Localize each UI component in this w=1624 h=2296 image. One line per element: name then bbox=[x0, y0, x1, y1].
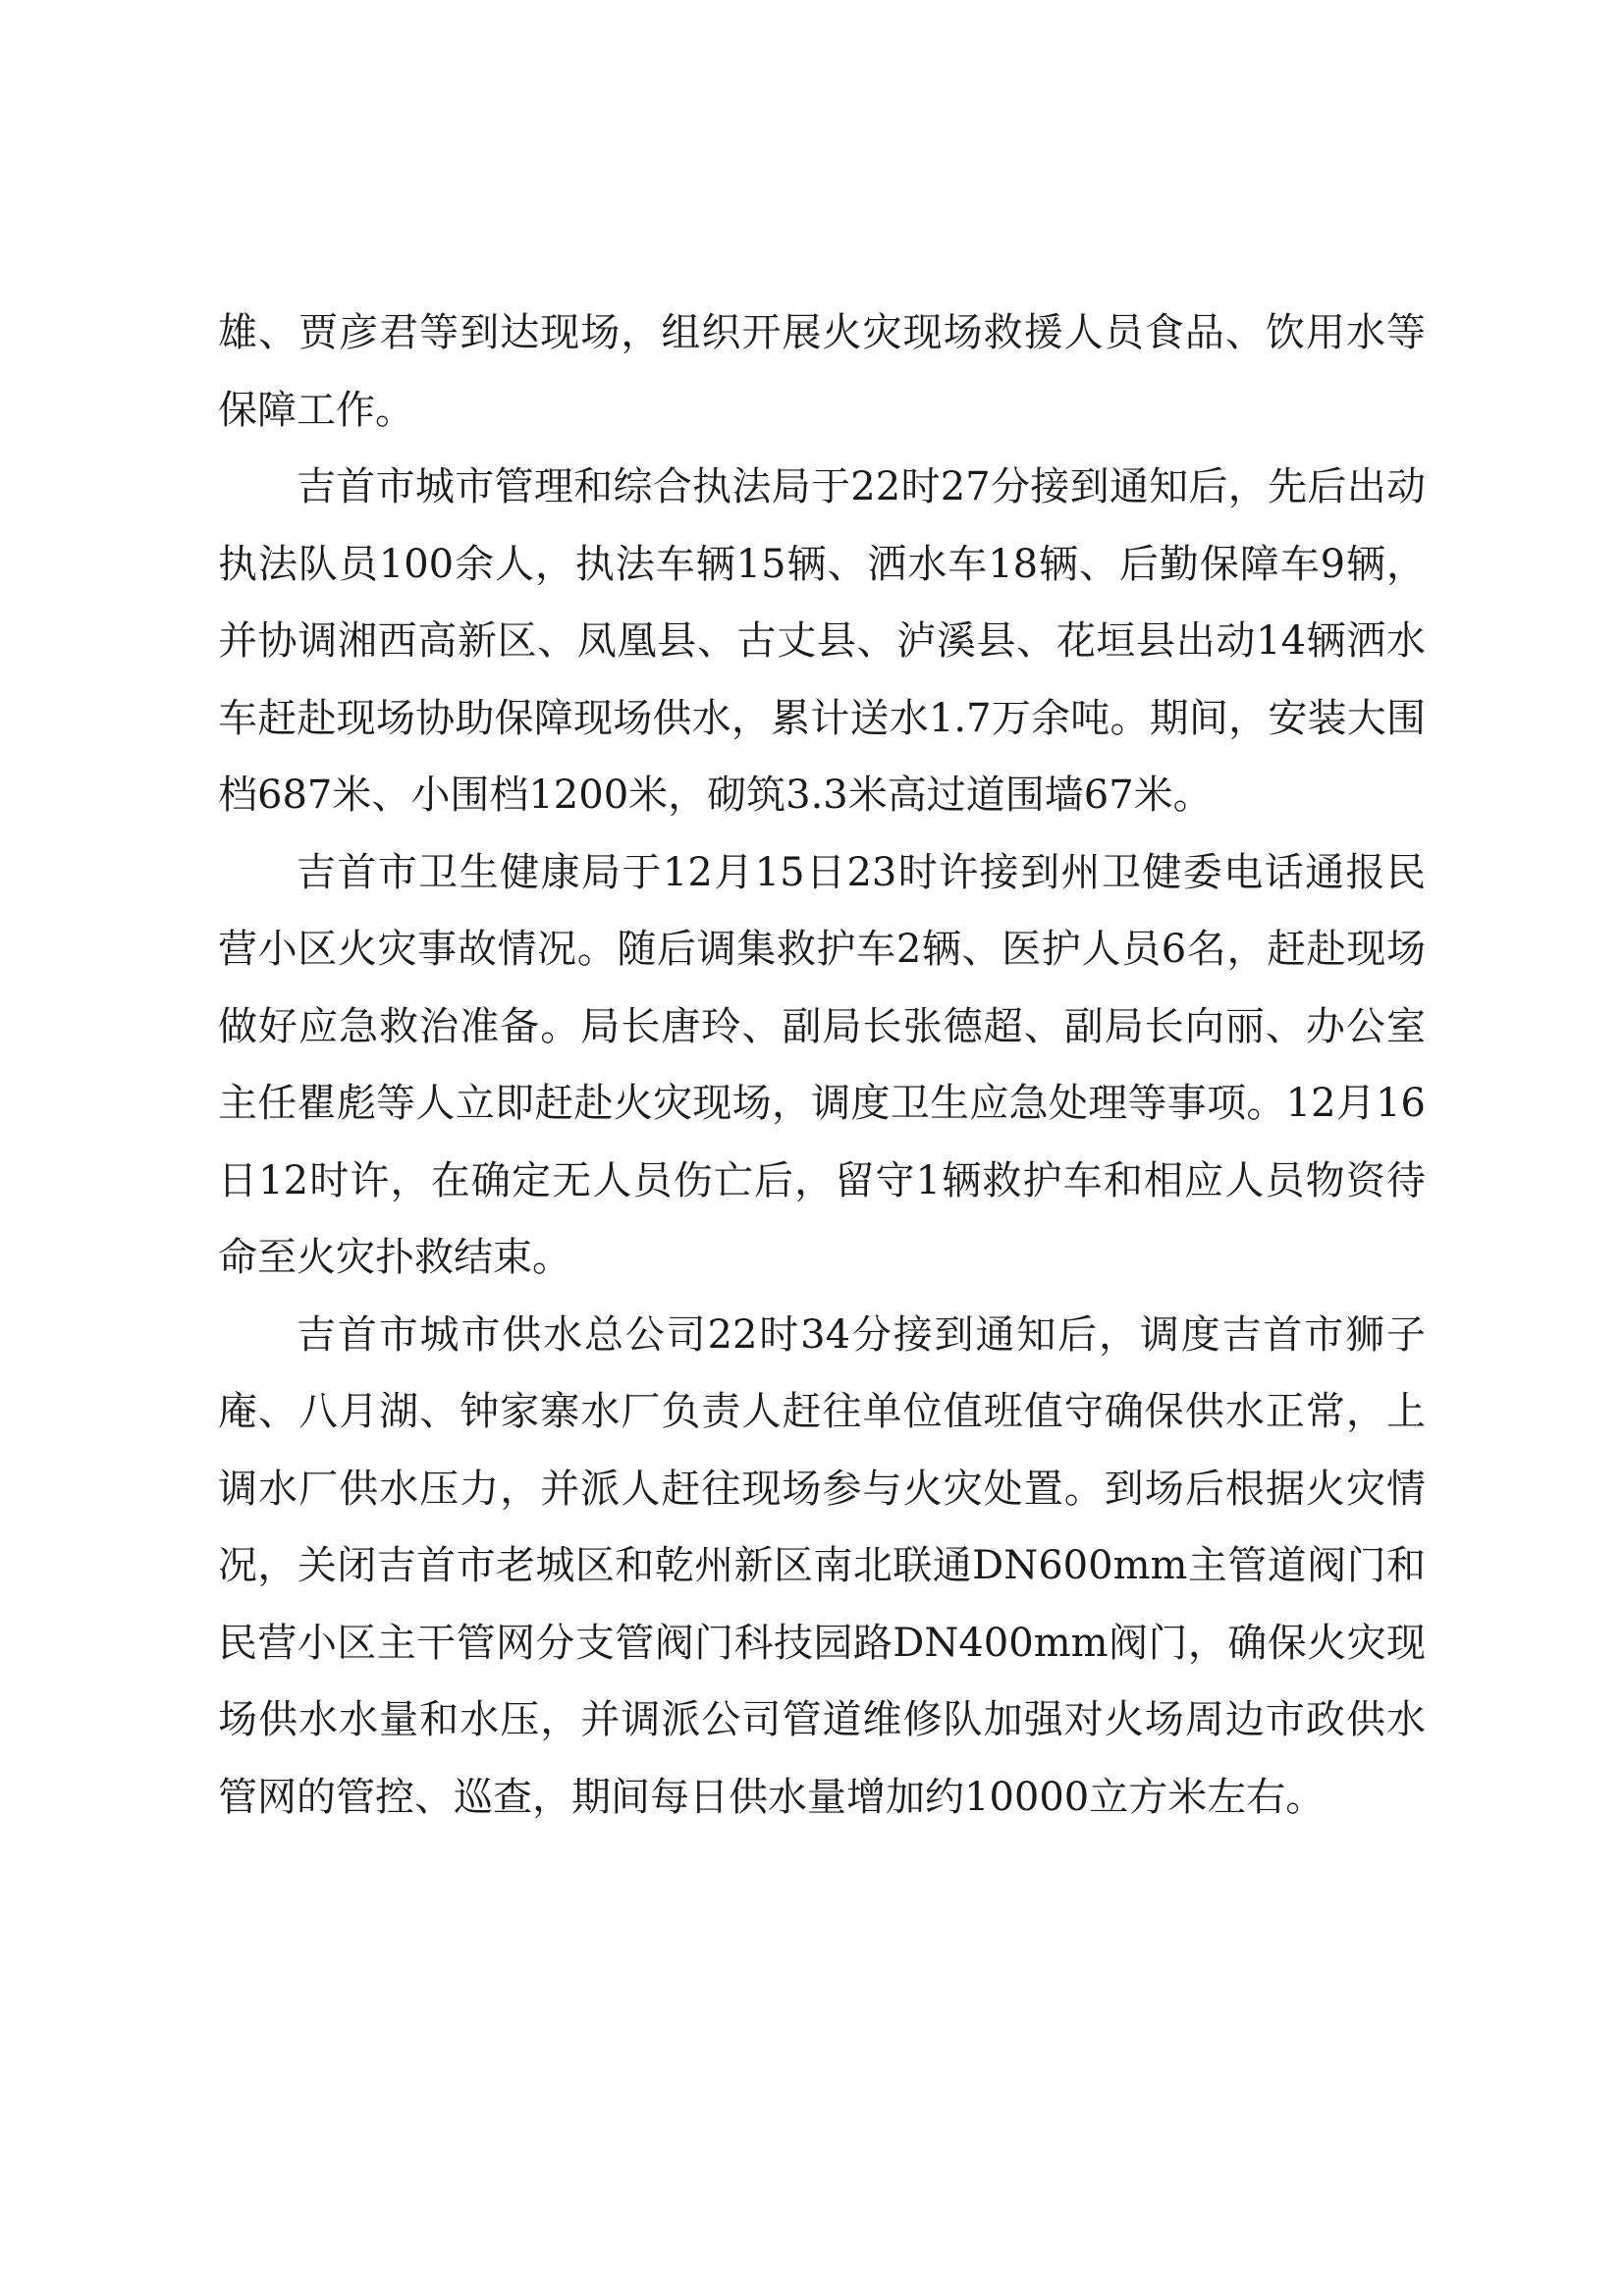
paragraph-health-bureau: 吉首市卫生健康局于12月15日23时许接到州卫健委电话通报民营小区火灾事故情况。随后调集救护车2辆、医护人员6名，赶赴现场做好应急救治准备。局长唐玲、副局长张德超、副局长向丽、办公室主任瞿彪等人立即赶赴火灾现场，调度卫生应急处理等事项。12月16日12时许，在确定无人员伤亡后，留守1辆救护车和相应人员物资待命至火灾扑救结束。 bbox=[218, 849, 1426, 1280]
document-body bbox=[218, 294, 1426, 1836]
paragraph-city-management: 吉首市城市管理和综合执法局于22时27分接到通知后，先后出动执法队员100余人，执法车辆15辆、洒水车18辆、后勤保障车9辆，并协调湘西高新区、凤凰县、古丈县、泸溪县、花垣县出动14辆洒水车赶赴现场协助保障现场供水，累计送水1.7万余吨。期间，安装大围档687米、小围档1200米，砌筑3.3米高过道围墙67米。 bbox=[218, 464, 1426, 818]
paragraph-continued: 雄、贾彦君等到达现场，组织开展火灾现场救援人员食品、饮用水等保障工作。 bbox=[218, 310, 1426, 433]
paragraph-water-supply: 吉首市城市供水总公司22时34分接到通知后，调度吉首市狮子庵、八月湖、钟家寨水厂负责人赶往单位值班值守确保供水正常，上调水厂供水压力，并派人赶往现场参与火灾处置。到场后根据火灾情况，关闭吉首市老城区和乾州新区南北联通DN600mm主管道阀门和民营小区主干管网分支管阀门科技园路DN400mm阀门，确保火灾现场供水水量和水压，并调派公司管道维修队加强对火场周边市政供水管网的管控、巡查，期间每日供水量增加约10000立方米左右。 bbox=[218, 1311, 1426, 1820]
